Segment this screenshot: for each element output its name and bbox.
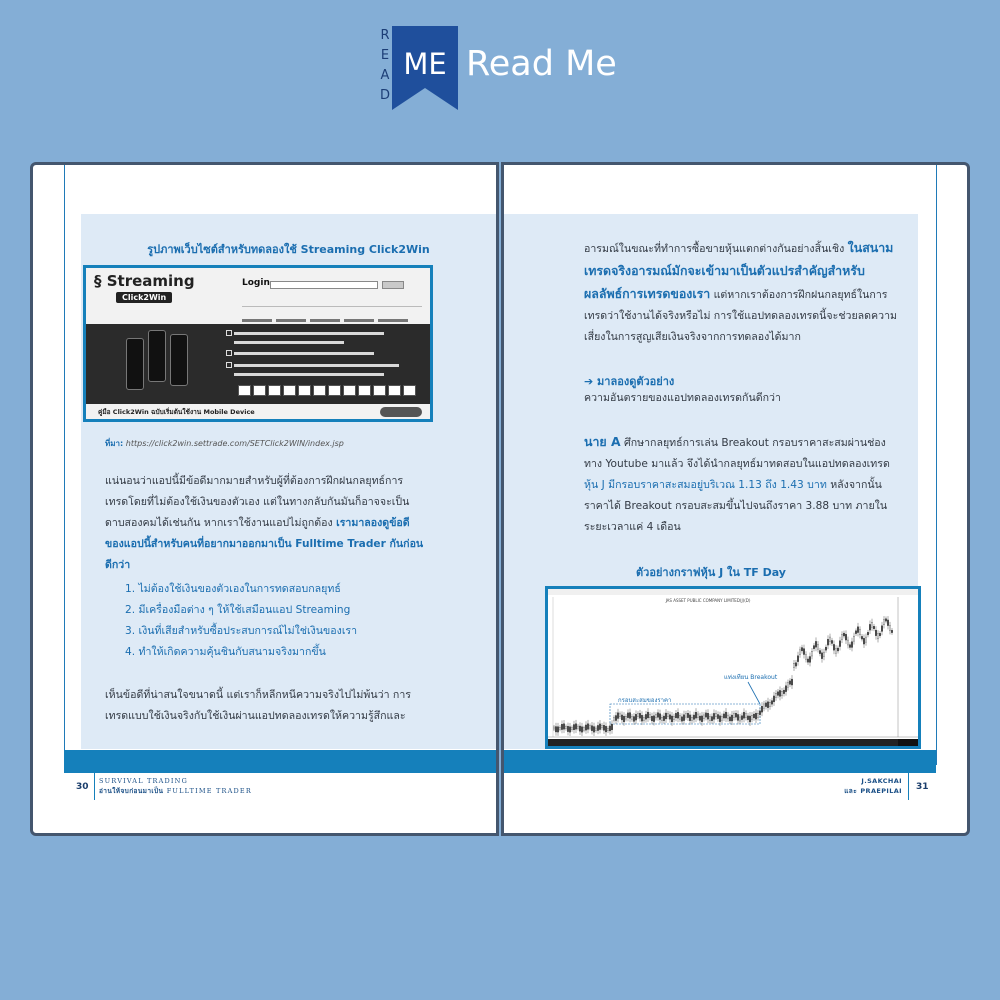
candle-body [785,686,786,692]
candle-body [763,704,764,708]
candle-body [607,728,608,731]
candle-body [679,716,680,719]
candle-body [849,645,850,648]
candle-body [573,725,574,730]
candle-body [791,679,792,685]
candle-body [833,644,834,650]
screenshot-nav [242,306,422,312]
streaming-s-icon: § [94,272,102,290]
candle-body [719,716,720,722]
paragraph-blue: หุ้น J มีกรอบราคาสะสมอยู่บริเวณ 1.13 ถึง 1.43 บาท [584,479,827,491]
streaming-logo-word: Streaming [106,272,195,290]
candle-body [807,659,808,662]
candle-body [583,728,584,730]
candle-body [669,715,670,720]
candle-body [709,717,710,721]
streaming-logo [94,272,195,290]
streaming-website-screenshot [83,265,433,422]
candle-body [799,650,800,655]
candle-body [839,641,840,647]
candle-body [711,717,712,721]
candle-body [779,690,780,696]
candle-body [805,655,806,660]
candle-body [593,727,594,733]
candle-body [821,653,822,659]
candle-body [667,713,668,716]
candle-body [883,620,884,625]
logo-letter-d: D [379,88,390,103]
candle-body [659,714,660,720]
candle-body [803,649,804,655]
candle-body [619,714,620,717]
logo-read-letters [378,26,392,106]
candle-body [801,648,802,651]
candle-body [581,727,582,733]
candle-body [691,717,692,721]
candle-body [665,713,666,719]
candle-body [863,638,864,644]
candle-body [623,716,624,722]
candle-body [633,717,634,722]
candle-body [827,639,828,645]
logo-name: Read Me [466,44,617,84]
candle-body [757,713,758,717]
logo-letter-a: A [380,68,390,83]
paragraph-highlight: เรามาลองดูข้อดีของแอปนี้สำหรับคนที่อยากมาออกมาเป็น Fulltime Trader กันก่อนดีกว่า [105,517,424,571]
candle-body [561,724,562,729]
candle-body [613,718,614,721]
candle-body [829,637,830,642]
candle-body [629,713,630,719]
candle-body [767,702,768,708]
candle-body [575,724,576,730]
candle-body [701,716,702,722]
read-me-logo [378,26,638,110]
candle-body [871,622,872,627]
candle-body [745,713,746,717]
candle-body [577,726,578,728]
checkbox-icon [226,330,232,336]
candle-body [851,642,852,648]
feature-line [234,352,374,355]
chart-title: JAS ASSET PUBLIC COMPANY LIMITED(J)(D) [665,598,751,603]
book-title-line2: FULLTIME TRADER [166,787,252,795]
calendar-cell [313,385,326,396]
candle-body [837,648,838,651]
candle-body [887,620,888,626]
phone-mockup [126,338,144,390]
candle-body [751,715,752,719]
candle-body [759,711,760,715]
candle-body [697,714,698,718]
page-number: 31 [916,782,929,792]
candle-body [585,725,586,730]
list-item: 1. ไม่ต้องใช้เงินของตัวเองในการทดสอบกลยุทธ์ [125,583,341,595]
candle-body [769,702,770,706]
candle-body [831,640,832,643]
candle-body [579,726,580,731]
candle-body [885,619,886,621]
candle-body [817,644,818,649]
axis-corner [898,739,918,746]
story-paragraph [584,431,902,538]
candle-body [651,716,652,721]
candle-body [657,713,658,718]
candle-body [721,716,722,720]
candle-body [587,724,588,730]
candle-body [563,724,564,730]
candle-body [823,652,824,657]
logo-badge-text: ME [403,47,447,81]
candle-body [627,713,628,718]
candle-body [771,701,772,705]
intro-paragraph [105,471,425,576]
candle-body [707,713,708,719]
candle-body [595,728,596,730]
candle-body [603,725,604,730]
candle-body [559,727,560,729]
candle-body [743,712,744,718]
candle-body [609,726,610,731]
candle-body [843,633,844,636]
stock-chart-screenshot [545,586,921,749]
candle-body [825,647,826,650]
candle-body [735,713,736,717]
candle-body [737,714,738,720]
calendar-cell [238,385,251,396]
author-names [834,776,902,796]
calendar-cell [298,385,311,396]
page-number: 30 [76,782,89,792]
candle-body [571,728,572,730]
candle-body [857,627,858,633]
feature-line [234,373,384,376]
candle-body [781,691,782,695]
book-title-line1: SURVIVAL TRADING [99,777,188,785]
right-page [501,162,970,836]
story-subject: นาย A [584,434,621,449]
checkbox-icon [226,362,232,368]
book-title-thai: อ่านให้จบก่อนมาเป็น [99,787,164,795]
candle-body [663,716,664,721]
calendar-cell [283,385,296,396]
apply-button [380,407,422,417]
candle-body [731,715,732,721]
candle-body [569,727,570,733]
candle-body [889,626,890,631]
candle-body [695,712,696,718]
candle-body [733,714,734,718]
candle-body [777,692,778,696]
candle-body [789,681,790,685]
candle-body [705,713,706,717]
login-label: Login [242,278,270,288]
calendar-cell [373,385,386,396]
candle-body [811,651,812,656]
candle-body [717,714,718,718]
candle-body [625,716,626,719]
source-label: ที่มา: [105,439,124,448]
section-subheading: ความอันตรายของแอปทดลองเทรดกันดีกว่า [584,392,781,404]
candle-body [555,727,556,732]
candlestick-chart [548,589,918,746]
candle-body [683,715,684,721]
logo-letter-e: E [380,48,390,63]
image-source [105,437,344,450]
sign-in-button [382,281,404,289]
candles [553,616,892,736]
paragraph-text: หลังจากนั้นราคาได้ Breakout กรอบสะสมขึ้นไปจนถึงราคา 3.88 บาท ภายในระยะเวลาแค่ 4 เดือน [584,479,888,533]
candle-body [567,726,568,731]
breakout-arrow-icon [748,682,760,704]
candle-body [881,626,882,632]
candle-body [621,715,622,720]
candle-body [699,716,700,720]
candle-body [879,633,880,636]
figure-caption: ตัวอย่างกราฟหุ้น J ใน TF Day [636,566,786,579]
candle-body [615,715,616,720]
candle-body [755,713,756,719]
candle-body [859,630,860,635]
candle-body [847,640,848,645]
candle-body [605,726,606,732]
candle-body [761,706,762,712]
candle-body [647,712,648,718]
candle-body [661,717,662,720]
time-axis-bar [548,739,918,746]
candle-body [599,724,600,730]
candle-body [589,726,590,728]
candle-body [875,630,876,636]
candle-body [739,717,740,721]
candle-body [865,637,866,642]
candle-body [819,651,820,654]
candle-body [809,656,810,662]
candle-body [783,690,784,694]
paragraph-text: แต่หากเราต้องการฝึกฝนกลยุทธ์ในการเทรดว่าใช้งานได้จริงหรือไม่ การใช้แอปทดลองเทรดนี้จะช่วยลดความเสี่ยงในการสูญเสียเงินจริงจากการทดลองได้มาก [584,289,898,343]
candle-body [601,725,602,728]
candle-body [641,715,642,721]
candle-body [715,713,716,717]
checkbox-icon [226,350,232,356]
page-margin-rule [64,165,65,765]
footer-divider [908,773,909,800]
paragraph-text: ศึกษากลยุทธ์การเล่น Breakout กรอบราคาสะสมผ่านช่องทาง Youtube มาแล้ว จึงได้นำกลยุทธ์มาทดสอบในแอปทดลองเทรด [584,437,890,470]
author-line2: PRAEPILAI [860,787,902,795]
candle-body [637,714,638,717]
candle-body [611,724,612,730]
calendar-cell [268,385,281,396]
calendar-cell [388,385,401,396]
source-url: https://click2win.settrade.com/SETClick2WIN/index.jsp [125,439,344,448]
candle-body [741,716,742,720]
candle-body [841,635,842,640]
candle-body [631,716,632,719]
feature-line [234,341,344,344]
candle-body [643,717,644,720]
candle-body [765,703,766,707]
range-annotation: กรอบสะสมของราคา [618,697,672,704]
candle-body [553,727,554,729]
candle-body [835,648,836,653]
candle-body [787,683,788,687]
candle-body [855,631,856,634]
candle-body [597,725,598,730]
candle-body [795,663,796,666]
candle-body [689,715,690,721]
candle-body [793,663,794,667]
feature-line [234,364,399,367]
candle-body [653,716,654,722]
candle-body [685,714,686,717]
list-item: 2. มีเครื่องมือต่าง ๆ ให้ใช้เสมือนแอป Streaming [125,604,351,616]
book-title [99,776,252,796]
footer-band [64,750,496,773]
candle-body [773,696,774,702]
list-item: 3. เงินที่เสียสำหรับซื้อประสบการณ์ไม่ใช่เงินของเรา [125,625,358,637]
candle-body [687,713,688,717]
paragraph-text: อารมณ์ในขณะที่ทำการซื้อขายหุ้นแตกต่างกันอย่างสิ้นเชิง [584,243,845,255]
candle-body [639,713,640,718]
candle-body [557,727,558,732]
calendar-cell [253,385,266,396]
footer-divider [94,773,95,800]
calendar-cell [328,385,341,396]
calendar-cell [358,385,371,396]
author-and: และ [844,787,858,795]
candle-body [729,717,730,721]
candle-body [723,714,724,718]
paragraph-highlight: ในสนามเทรดจริงอารมณ์มักจะเข้ามาเป็นตัวแปรสำคัญสำหรับผลลัพธ์การเทรดของเรา [584,240,894,301]
candle-body [693,715,694,719]
candle-body [861,636,862,639]
closing-paragraph: เห็นข้อดีที่น่าสนใจขนาดนี้ แต่เราก็หลีกหนีความจริงไปไม่พ้นว่า การเทรดแบบใช้เงินจริงกับใช้เงินผ่านแอปทดลองเทรดให้ความรู้สึกและ [105,689,411,722]
candle-body [877,634,878,639]
candle-body [753,714,754,718]
candle-body [703,715,704,719]
click2win-badge: Click2Win [116,292,172,303]
candle-body [797,656,798,662]
list-item: 4. ทำให้เกิดความคุ้นชินกับสนามจริงมากขึ้น [125,646,326,658]
phone-mockup [148,330,166,382]
candle-body [645,714,646,719]
candle-body [815,641,816,647]
paragraph-text: แน่นอนว่าแอปนี้มีข้อดีมากมายสำหรับผู้ที่ต้องการฝึกฝนกลยุทธ์การเทรดโดยที่ไม่ต้องใช้เงินของตัวเอง แต่ในทางกลับกันมันก็อาจจะเป็นดาบสองคมได้เช่นกัน หากเราใช้งานแอปไม่ถูกต้อง [105,475,410,529]
candle-body [681,717,682,722]
candle-body [675,713,676,718]
section-heading: ➔ มาลองดูตัวอย่าง [584,375,675,388]
logo-letter-r: R [380,28,390,43]
candle-body [725,712,726,718]
candle-body [869,624,870,630]
candle-body [747,716,748,720]
feature-line [234,332,384,335]
page-margin-rule [936,165,937,765]
candle-body [673,716,674,719]
phone-mockup [170,334,188,386]
candle-body [565,727,566,729]
candle-body [713,713,714,719]
candle-body [649,715,650,718]
calendar-cell [343,385,356,396]
intro-paragraph [584,237,902,348]
candle-body [873,626,874,629]
candle-body [775,693,776,697]
candle-body [813,646,814,649]
candle-body [845,634,846,640]
accumulation-range-box [610,704,760,724]
candle-body [727,715,728,719]
breakout-annotation: แท่งเทียน Breakout [724,674,778,681]
calendar-cell [403,385,416,396]
candle-body [867,632,868,635]
bookmark-ribbon-icon [392,26,458,110]
candle-body [749,716,750,722]
figure-caption: รูปภาพเว็บไซต์สำหรับทดลองใช้ Streaming Click2Win [147,243,430,256]
left-page [30,162,499,836]
candle-body [891,630,892,632]
chart-toolbar [548,589,918,595]
candle-body [591,726,592,731]
candle-body [677,712,678,718]
footer-band [504,750,936,773]
candle-body [671,716,672,722]
candle-body [853,636,854,641]
username-field [270,281,378,289]
candle-body [655,715,656,718]
candle-body [635,714,636,720]
author-line1: J.SAKCHAI [861,777,902,785]
candle-body [617,713,618,719]
manual-link-text: คู่มือ Click2Win ฉบับเริ่มต้นใช้งาน Mobile Device [98,408,255,416]
